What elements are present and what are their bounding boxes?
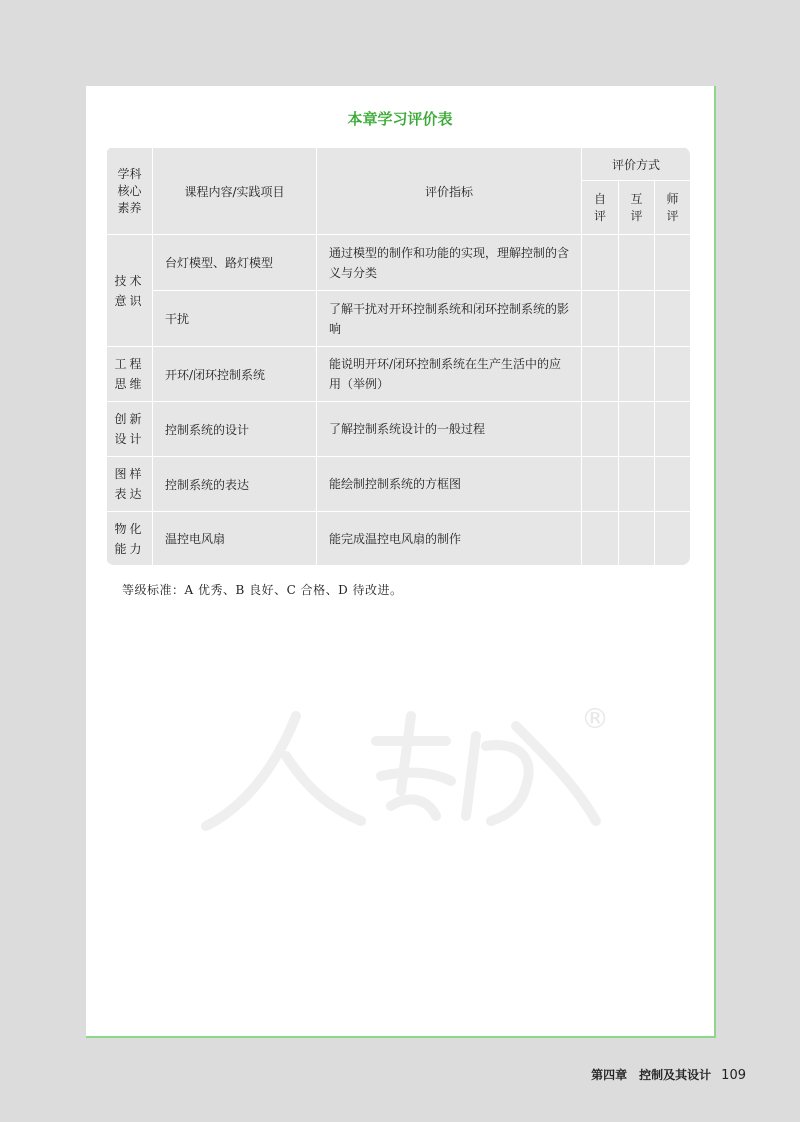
publisher-watermark bbox=[186, 696, 626, 846]
category-cell: 技术 意识 bbox=[107, 235, 153, 347]
header-peer: 互 评 bbox=[619, 181, 655, 235]
self-eval-cell[interactable] bbox=[582, 457, 619, 512]
table-row bbox=[107, 347, 691, 402]
table-row bbox=[107, 512, 691, 566]
indicator-cell: 能绘制控制系统的方框图 bbox=[317, 457, 582, 512]
header-method: 评价方式 bbox=[582, 148, 691, 181]
registered-mark: ® bbox=[581, 702, 609, 735]
peer-eval-cell[interactable] bbox=[619, 457, 655, 512]
grading-note: 等级标准：A 优秀、B 良好、C 合格、D 待改进。 bbox=[122, 583, 403, 597]
teacher-eval-cell[interactable] bbox=[655, 291, 691, 347]
content-cell: 干扰 bbox=[153, 291, 317, 347]
category-cell: 创新 设计 bbox=[107, 402, 153, 457]
teacher-eval-cell[interactable] bbox=[655, 235, 691, 291]
indicator-cell: 能说明开环/闭环控制系统在生产生活中的应用（举例） bbox=[317, 347, 582, 402]
header-row bbox=[107, 148, 691, 181]
header-indicator: 评价指标 bbox=[317, 148, 582, 235]
indicator-cell: 了解控制系统设计的一般过程 bbox=[317, 402, 582, 457]
peer-eval-cell[interactable] bbox=[619, 512, 655, 566]
table-row bbox=[107, 402, 691, 457]
category-cell: 图样 表达 bbox=[107, 457, 153, 512]
self-eval-cell[interactable] bbox=[582, 347, 619, 402]
evaluation-table bbox=[106, 147, 690, 565]
teacher-eval-cell[interactable] bbox=[655, 347, 691, 402]
indicator-cell: 了解干扰对开环控制系统和闭环控制系统的影响 bbox=[317, 291, 582, 347]
table-row bbox=[107, 291, 691, 347]
peer-eval-cell[interactable] bbox=[619, 347, 655, 402]
self-eval-cell[interactable] bbox=[582, 512, 619, 566]
header-self: 自 评 bbox=[582, 181, 619, 235]
peer-eval-cell[interactable] bbox=[619, 402, 655, 457]
category-cell: 工程 思维 bbox=[107, 347, 153, 402]
page-number: 109 bbox=[721, 1068, 746, 1083]
teacher-eval-cell[interactable] bbox=[655, 512, 691, 566]
peer-eval-cell[interactable] bbox=[619, 291, 655, 347]
indicator-cell: 通过模型的制作和功能的实现，理解控制的含义与分类 bbox=[317, 235, 582, 291]
header-core-literacy: 学科 核心 素养 bbox=[107, 148, 153, 235]
header-content: 课程内容/实践项目 bbox=[153, 148, 317, 235]
indicator-cell: 能完成温控电风扇的制作 bbox=[317, 512, 582, 566]
page-title: 本章学习评价表 bbox=[347, 110, 453, 128]
table-row bbox=[107, 457, 691, 512]
content-cell: 台灯模型、路灯模型 bbox=[153, 235, 317, 291]
teacher-eval-cell[interactable] bbox=[655, 402, 691, 457]
self-eval-cell[interactable] bbox=[582, 291, 619, 347]
content-cell: 控制系统的表达 bbox=[153, 457, 317, 512]
peer-eval-cell[interactable] bbox=[619, 235, 655, 291]
table-row bbox=[107, 235, 691, 291]
content-cell: 温控电风扇 bbox=[153, 512, 317, 566]
self-eval-cell[interactable] bbox=[582, 235, 619, 291]
self-eval-cell[interactable] bbox=[582, 402, 619, 457]
header-teacher: 师 评 bbox=[655, 181, 691, 235]
page bbox=[86, 86, 716, 1038]
chapter-label: 第四章 控制及其设计 bbox=[591, 1068, 712, 1082]
content-cell: 开环/闭环控制系统 bbox=[153, 347, 317, 402]
category-cell: 物化 能力 bbox=[107, 512, 153, 566]
teacher-eval-cell[interactable] bbox=[655, 457, 691, 512]
content-cell: 控制系统的设计 bbox=[153, 402, 317, 457]
evaluation-table-grid bbox=[106, 147, 690, 565]
page-footer bbox=[591, 1066, 746, 1083]
